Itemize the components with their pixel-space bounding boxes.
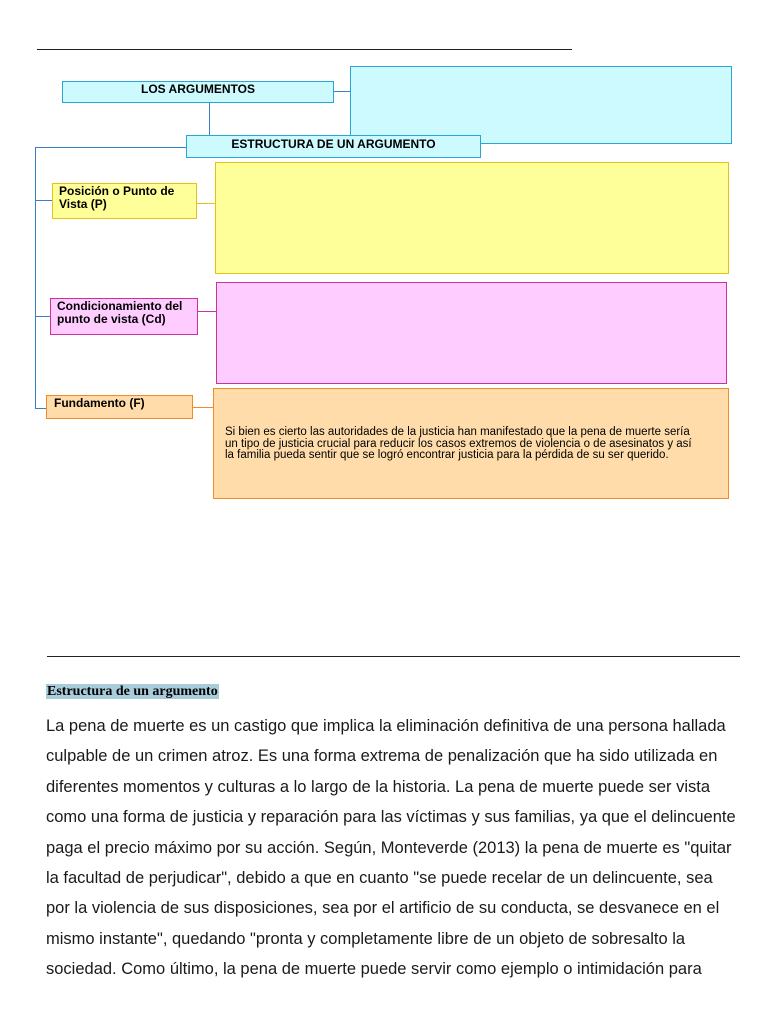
foundation-note-text: Si bien es cierto las autoridades de la justicia han manifestado que la pena de muerte sería un tipo de justicia crucial para reducir los casos extremos de violencia o de asesinatos y así la familia pueda sentir que se logró encontrar justicia para la pérdida de su ser querido.: [225, 426, 692, 461]
structure-title: ESTRUCTURA DE UN ARGUMENTO: [231, 136, 436, 151]
position-label: Posición o Punto de Vista (P): [59, 184, 175, 211]
foundation-label: Fundamento (F): [54, 396, 145, 410]
section-heading-wrap: [46, 682, 219, 700]
conditioning-box: [50, 298, 198, 335]
connector-conditioning-to-note: [198, 311, 216, 312]
connector-trunk: [35, 147, 36, 409]
connector-position-to-note: [197, 203, 215, 204]
section-rule: [47, 656, 740, 657]
connector-trunk-to-position: [35, 200, 52, 201]
conditioning-note-box: [216, 282, 727, 384]
connector-title-to-big: [334, 91, 350, 92]
section-paragraph: La pena de muerte es un castigo que implica la eliminación definitiva de una persona hallada culpable de un crimen atroz. Es una forma extrema de penalización que ha sido utilizada en diferentes momentos y culturas a lo largo de la historia. La pena de muerte puede ser vista como una forma de justicia y reparación para las víctimas y sus familias, ya que el delincuente paga el precio máximo por su acción. Según, Monteverde (2013) la pena de muerte es "quitar la facultad de perjudicar", debido a que en cuanto "se puede recelar de un delincuente, sea por la violencia de sus disposiciones, sea por el artificio de su conducta, se desvanece en el mismo instante", quedando "pronta y completamente libre de un objeto de sobresalto la sociedad. Como último, la pena de muerte puede servir como ejemplo o intimidación para: [46, 717, 736, 979]
foundation-note-box: [213, 388, 729, 499]
conditioning-label: Condicionamiento del punto de vista (Cd): [57, 299, 183, 326]
top-rule: [37, 49, 572, 50]
connector-trunk-to-foundation: [35, 408, 46, 409]
arguments-title-box: [62, 81, 334, 103]
arguments-note-box: [350, 66, 732, 144]
position-box: [52, 183, 197, 219]
connector-structure-to-trunk: [35, 147, 186, 148]
position-note-box: [215, 162, 729, 274]
connector-trunk-to-conditioning: [35, 316, 50, 317]
arguments-title: LOS ARGUMENTOS: [140, 82, 255, 96]
connector-foundation-to-note: [193, 407, 213, 408]
foundation-box: [46, 395, 193, 419]
section-heading: Estructura de un argumento: [47, 684, 218, 699]
connector-title-to-structure: [209, 103, 210, 135]
structure-box: [186, 135, 481, 158]
